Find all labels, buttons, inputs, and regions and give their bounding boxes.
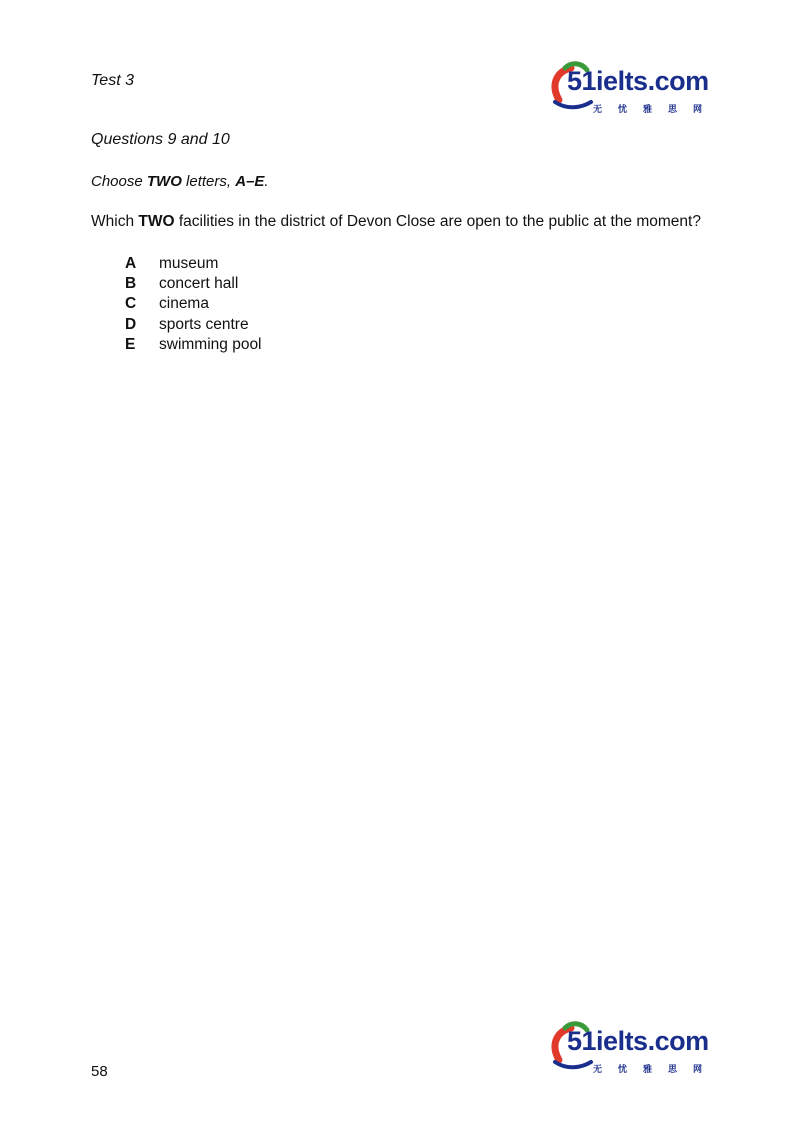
logo-tagline: 无忧雅思网 [593,105,719,115]
instruction-text: Choose TWO letters, A–E. [91,173,269,190]
footer-brand-logo [545,1018,720,1082]
question-text: Which TWO facilities in the district of Devon Close are open to the public at the moment? [91,213,701,230]
option-d: D sports centre [125,315,249,333]
option-c: C cinema [125,295,209,313]
questions-heading: Questions 9 and 10 [91,131,230,148]
options-list [125,254,262,355]
logo-tagline: 无忧雅思网 [593,1065,719,1075]
option-a: A museum [125,255,219,272]
brand-logo [545,58,720,122]
logo-wordmark: 51ielts.com [567,1026,709,1056]
option-b: B concert hall [125,275,239,293]
page-number: 58 [91,1063,108,1080]
option-e: E swimming pool [125,335,262,353]
logo-wordmark: 51ielts.com [567,66,709,96]
test-label: Test 3 [91,72,134,89]
